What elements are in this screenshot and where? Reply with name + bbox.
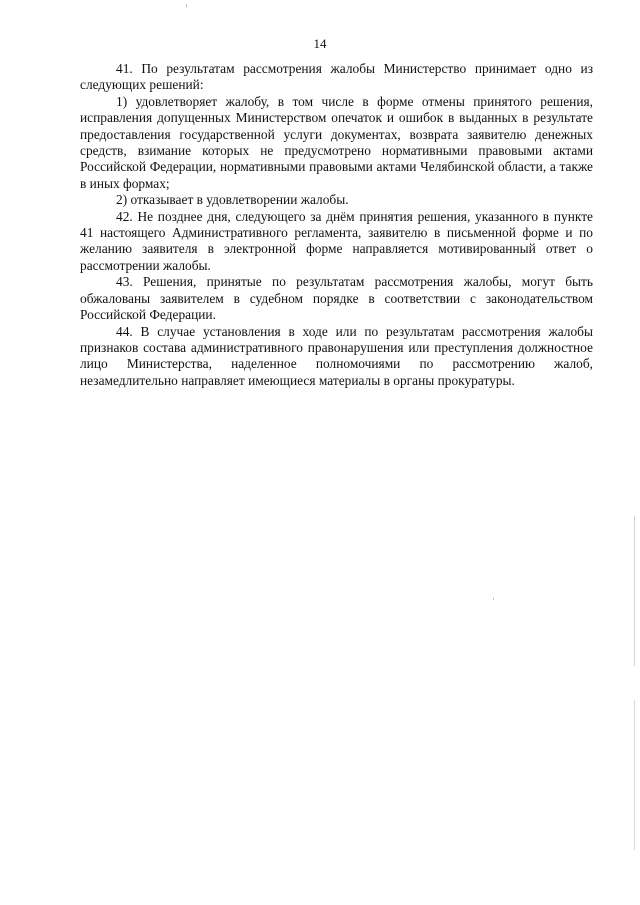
scan-edge-artifact [634,700,635,850]
scan-artifact [493,598,494,600]
document-body [80,61,593,389]
scan-edge-artifact [634,516,635,666]
paragraph-41: 41. По результатам рассмотрения жалобы Министерство принимает одно из следующих решений: [80,61,593,93]
paragraph-42: 42. Не позднее дня, следующего за днём принятия решения, указанного в пункте 41 настоящего Административного регламента, заявителю в письменной форме и по желанию заявителя в электронной форме направляется мотивированный ответ о рассмотрении жалобы. [80,208,593,273]
page-number: 14 [313,36,327,51]
paragraph-41-item-1: 1) удовлетворяет жалобу, в том числе в форме отмены принятого решения, исправления допущенных Министерством опечаток и ошибок в выданных в результате предоставления государственной услуги документах, возврата заявителю денежных средств, взимание которых не предусмотрено нормативными правовыми актами Российской Федерации, нормативными правовыми актами Челябинской области, а также в иных формах; [80,93,593,191]
paragraph-44: 44. В случае установления в ходе или по результатам рассмотрения жалобы признаков состава административного правонарушения или преступления должностное лицо Министерства, наделенное полномочиями по рассмотрению жалоб, незамедлительно направляет имеющиеся материалы в органы прокуратуры. [80,323,593,388]
paragraph-41-item-2: 2) отказывает в удовлетворении жалобы. [116,192,349,208]
paragraph-43: 43. Решения, принятые по результатам рассмотрения жалобы, могут быть обжалованы заявителем в судебном порядке в соответствии с законодательством Российской Федерации. [80,274,593,323]
scan-artifact [186,4,187,7]
